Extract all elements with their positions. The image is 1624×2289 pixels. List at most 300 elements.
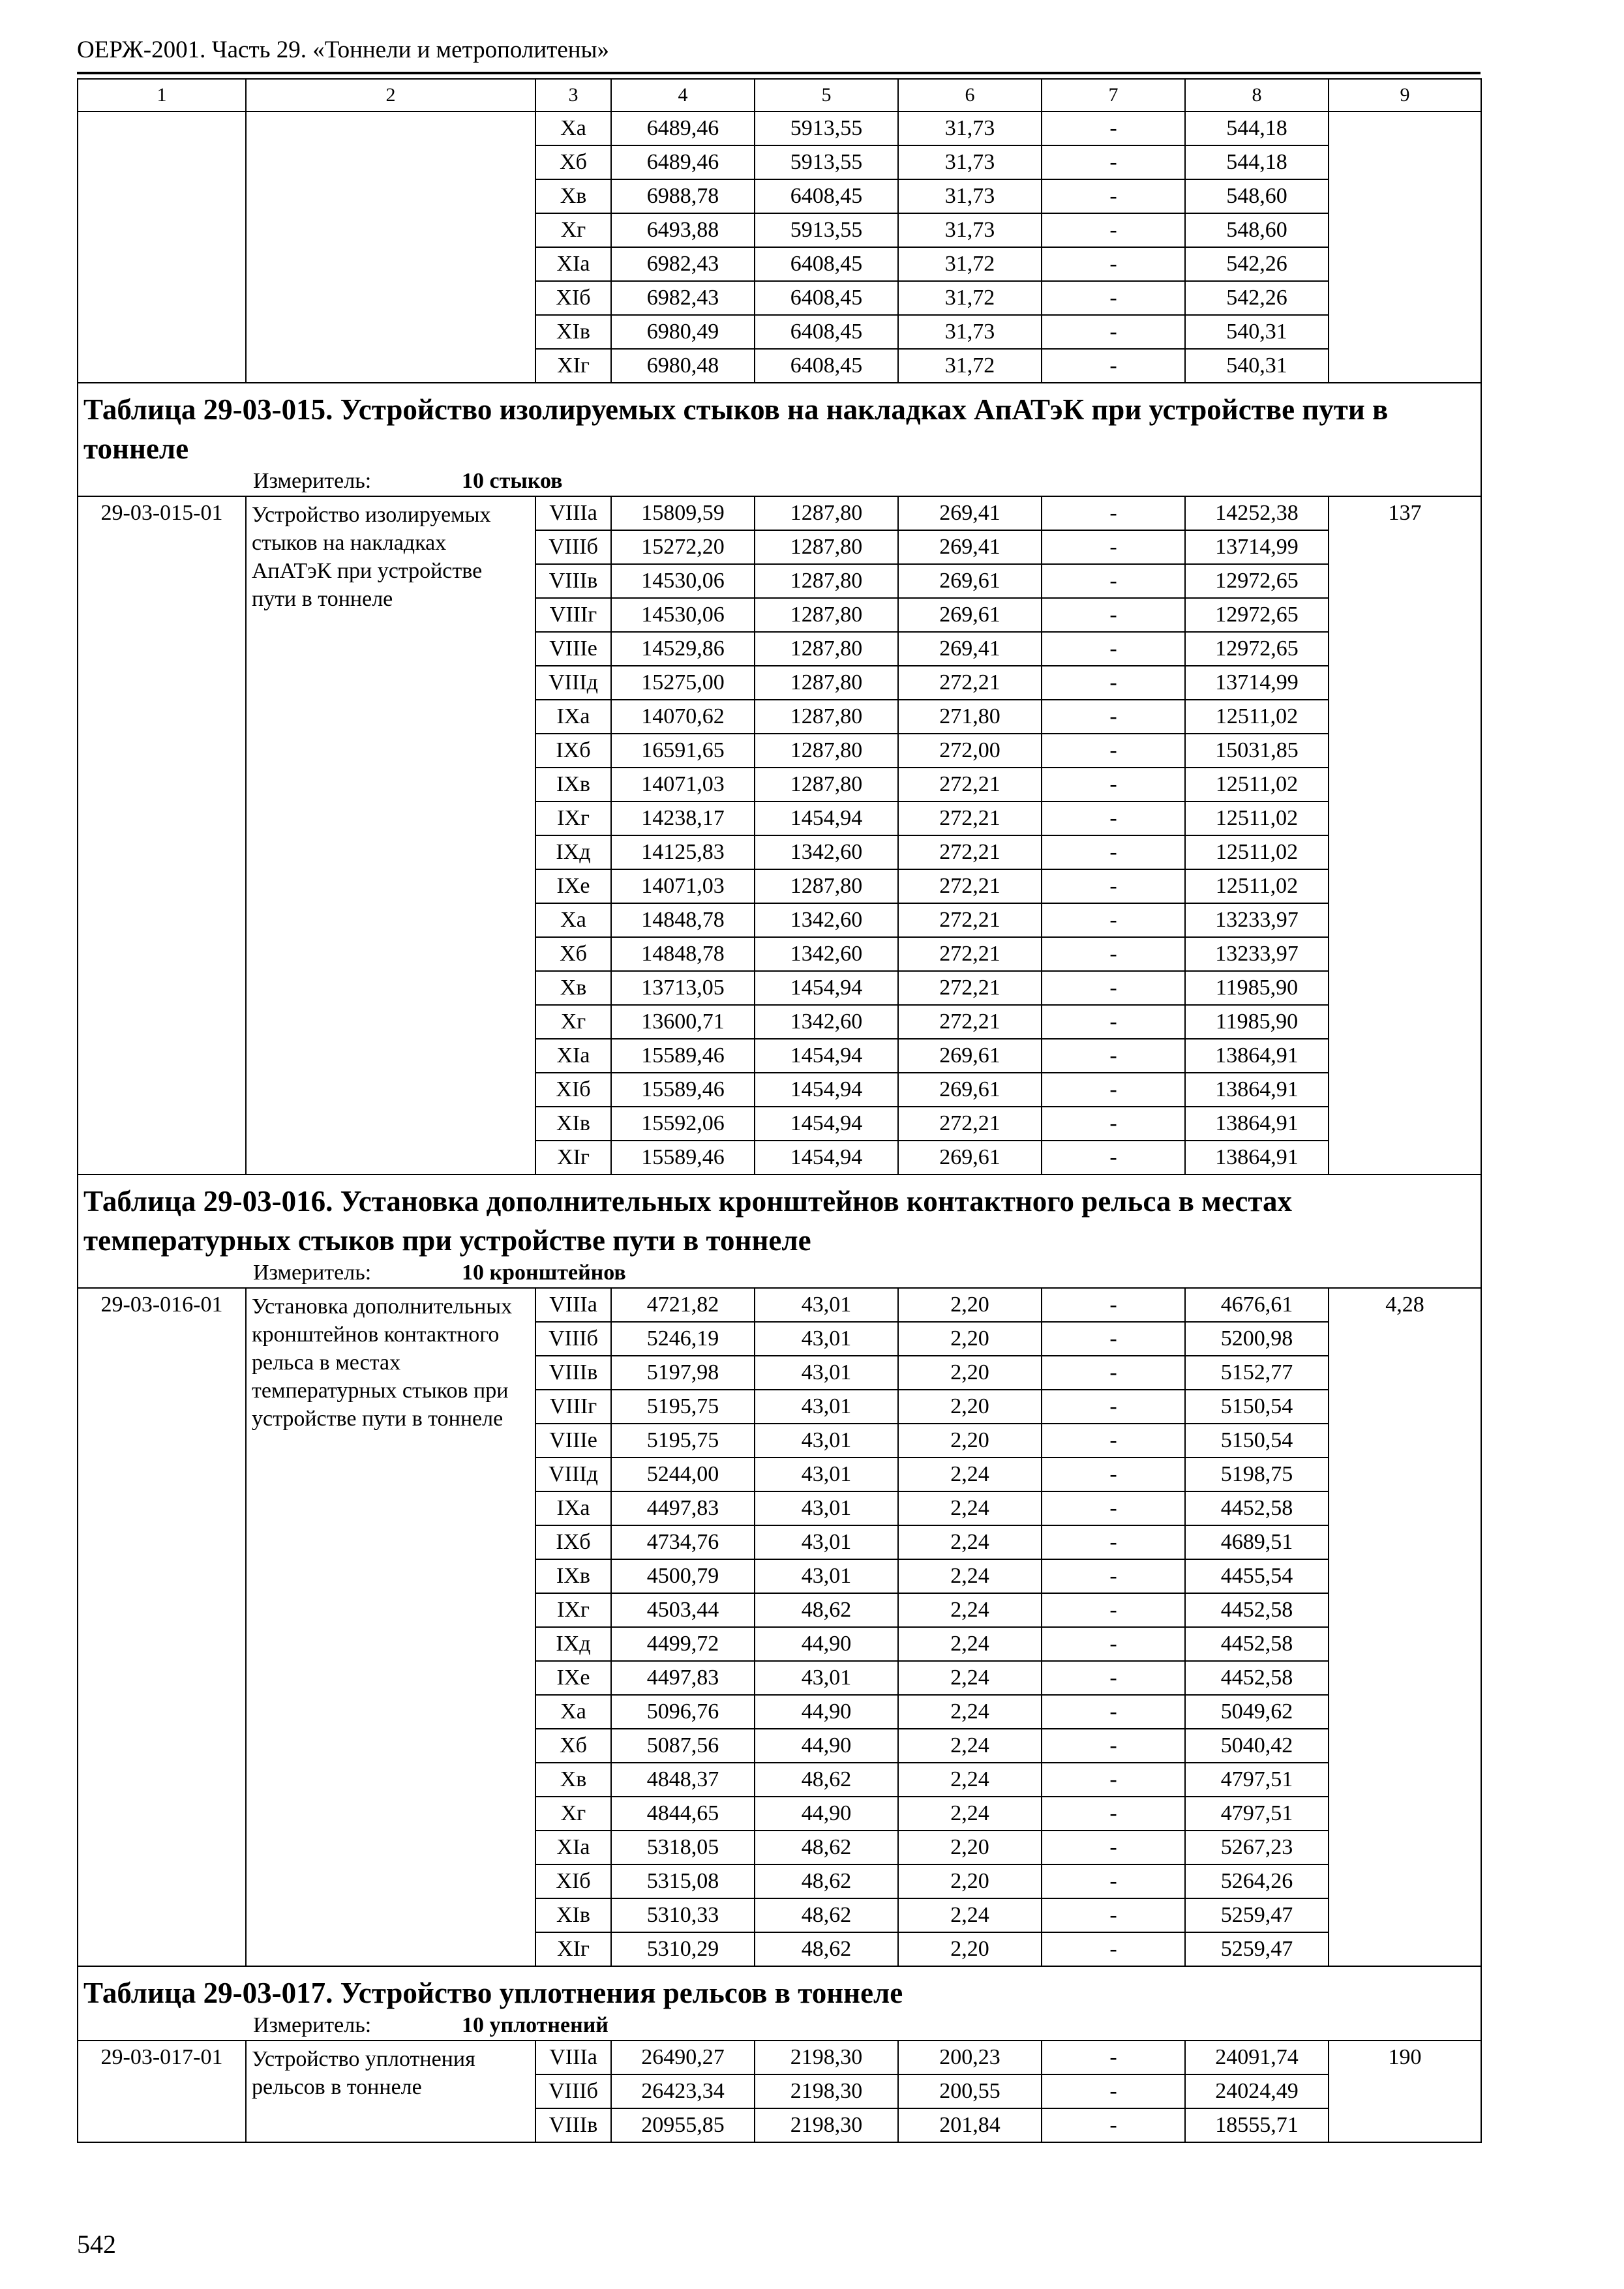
cell-wages: 43,01 <box>755 1491 898 1525</box>
measurement-unit <box>83 2012 1474 2040</box>
cell-wages: 48,62 <box>755 1898 898 1932</box>
description-cell <box>246 112 535 383</box>
cell-machines: 272,21 <box>898 666 1042 700</box>
cell-total: 20955,85 <box>611 2108 755 2142</box>
cell-variant: Ха <box>535 903 611 937</box>
cell-materials: 5150,54 <box>1185 1424 1329 1458</box>
code-cell <box>78 112 246 383</box>
cell-variant: IXб <box>535 1525 611 1559</box>
cell-machines: 31,72 <box>898 281 1042 315</box>
cell-total: 26423,34 <box>611 2074 755 2108</box>
cell-total: 6980,49 <box>611 315 755 349</box>
cell-variant: XIв <box>535 1898 611 1932</box>
cell-drivers-wages: - <box>1042 2074 1185 2108</box>
cell-wages: 5913,55 <box>755 112 898 145</box>
cell-variant: VIIIв <box>535 2108 611 2142</box>
cell-variant: Хв <box>535 971 611 1005</box>
cell-total: 14530,06 <box>611 598 755 632</box>
cell-total: 15592,06 <box>611 1107 755 1141</box>
cell-machines: 31,73 <box>898 179 1042 213</box>
cell-machines: 269,61 <box>898 1141 1042 1174</box>
cell-machines: 2,20 <box>898 1831 1042 1864</box>
cell-wages: 44,90 <box>755 1627 898 1661</box>
cell-materials: 13714,99 <box>1185 530 1329 564</box>
cell-wages: 48,62 <box>755 1831 898 1864</box>
cell-machines: 2,20 <box>898 1390 1042 1424</box>
cell-machines: 269,41 <box>898 632 1042 666</box>
cell-variant: VIIIе <box>535 1424 611 1458</box>
cell-drivers-wages: - <box>1042 700 1185 734</box>
cell-wages: 43,01 <box>755 1525 898 1559</box>
cell-machines: 272,21 <box>898 835 1042 869</box>
cell-machines: 272,21 <box>898 971 1042 1005</box>
cell-materials: 4689,51 <box>1185 1525 1329 1559</box>
cell-wages: 6408,45 <box>755 349 898 383</box>
cell-total: 14070,62 <box>611 700 755 734</box>
cell-total: 13713,05 <box>611 971 755 1005</box>
cell-variant: XIг <box>535 1932 611 1966</box>
cell-machines: 2,24 <box>898 1729 1042 1763</box>
cell-variant: VIIIб <box>535 1322 611 1356</box>
cell-total: 4721,82 <box>611 1288 755 1322</box>
cell-variant: VIIIб <box>535 530 611 564</box>
cell-materials: 544,18 <box>1185 112 1329 145</box>
cell-wages: 1287,80 <box>755 564 898 598</box>
cell-drivers-wages: - <box>1042 1458 1185 1491</box>
cell-drivers-wages: - <box>1042 1831 1185 1864</box>
table-caption-row <box>78 1174 1481 1288</box>
rates-table <box>77 78 1482 2143</box>
cell-total: 5244,00 <box>611 1458 755 1491</box>
cell-drivers-wages: - <box>1042 145 1185 179</box>
table-title: Таблица 29-03-016. Установка дополнительных кронштейнов контактного рельса в местах температурных стыков при устройстве пути в тоннеле <box>83 1185 1292 1257</box>
cell-total: 15589,46 <box>611 1141 755 1174</box>
cell-drivers-wages: - <box>1042 1073 1185 1107</box>
cell-variant: Ха <box>535 112 611 145</box>
cell-total: 4500,79 <box>611 1559 755 1593</box>
cell-machines: 31,72 <box>898 349 1042 383</box>
cell-total: 4497,83 <box>611 1661 755 1695</box>
cell-drivers-wages: - <box>1042 1559 1185 1593</box>
cell-total: 4497,83 <box>611 1491 755 1525</box>
cell-machines: 271,80 <box>898 700 1042 734</box>
cell-materials: 542,26 <box>1185 281 1329 315</box>
table-title: Таблица 29-03-015. Устройство изолируемых стыков на накладках АпАТэК при устройстве пути в тоннеле <box>83 393 1389 465</box>
cell-total: 5197,98 <box>611 1356 755 1390</box>
cell-variant: XIб <box>535 1864 611 1898</box>
cell-total: 6493,88 <box>611 213 755 247</box>
cell-materials: 12511,02 <box>1185 801 1329 835</box>
table-body <box>78 79 1481 2142</box>
cell-machines: 31,73 <box>898 145 1042 179</box>
cell-materials: 18555,71 <box>1185 2108 1329 2142</box>
cell-drivers-wages: - <box>1042 666 1185 700</box>
cell-machines: 200,23 <box>898 2041 1042 2074</box>
cell-total: 15272,20 <box>611 530 755 564</box>
cell-total: 16591,65 <box>611 734 755 768</box>
cell-materials: 5040,42 <box>1185 1729 1329 1763</box>
table-caption <box>78 1966 1481 2041</box>
cell-drivers-wages: - <box>1042 1864 1185 1898</box>
cell-variant: IXд <box>535 1627 611 1661</box>
cell-drivers-wages: - <box>1042 1390 1185 1424</box>
cell-total: 5315,08 <box>611 1864 755 1898</box>
cell-materials: 5259,47 <box>1185 1932 1329 1966</box>
cell-materials: 13233,97 <box>1185 903 1329 937</box>
cell-variant: VIIIa <box>535 1288 611 1322</box>
resource-cell <box>1329 112 1481 383</box>
cell-total: 5246,19 <box>611 1322 755 1356</box>
cell-variant: VIIIе <box>535 632 611 666</box>
table-caption-row <box>78 383 1481 496</box>
cell-materials: 13714,99 <box>1185 666 1329 700</box>
resource-cell: 190 <box>1329 2041 1481 2142</box>
measurement-unit-value: 10 уплотнений <box>462 2013 609 2037</box>
cell-total: 6982,43 <box>611 281 755 315</box>
cell-wages: 2198,30 <box>755 2074 898 2108</box>
cell-machines: 269,61 <box>898 564 1042 598</box>
cell-total: 14125,83 <box>611 835 755 869</box>
cell-wages: 1287,80 <box>755 666 898 700</box>
cell-drivers-wages: - <box>1042 564 1185 598</box>
cell-materials: 4452,58 <box>1185 1491 1329 1525</box>
cell-materials: 5150,54 <box>1185 1390 1329 1424</box>
cell-drivers-wages: - <box>1042 801 1185 835</box>
cell-wages: 6408,45 <box>755 247 898 281</box>
cell-variant: VIIIд <box>535 1458 611 1491</box>
cell-drivers-wages: - <box>1042 247 1185 281</box>
cell-wages: 1287,80 <box>755 768 898 801</box>
cell-materials: 5267,23 <box>1185 1831 1329 1864</box>
cell-drivers-wages: - <box>1042 937 1185 971</box>
code-cell: 29-03-016-01 <box>78 1288 246 1966</box>
measurement-unit <box>83 468 1474 496</box>
cell-drivers-wages: - <box>1042 1039 1185 1073</box>
cell-total: 14848,78 <box>611 937 755 971</box>
column-number: 4 <box>611 79 755 112</box>
cell-wages: 44,90 <box>755 1797 898 1831</box>
column-number: 1 <box>78 79 246 112</box>
column-number: 8 <box>1185 79 1329 112</box>
cell-variant: Хб <box>535 145 611 179</box>
code-cell: 29-03-017-01 <box>78 2041 246 2142</box>
cell-wages: 2198,30 <box>755 2041 898 2074</box>
header-rule <box>77 72 1481 74</box>
cell-variant: XIг <box>535 349 611 383</box>
cell-materials: 13233,97 <box>1185 937 1329 971</box>
cell-total: 6489,46 <box>611 145 755 179</box>
column-number: 2 <box>246 79 535 112</box>
cell-variant: XIa <box>535 247 611 281</box>
cell-variant: XIa <box>535 1831 611 1864</box>
cell-wages: 1287,80 <box>755 869 898 903</box>
cell-materials: 5259,47 <box>1185 1898 1329 1932</box>
cell-wages: 1342,60 <box>755 1005 898 1039</box>
cell-machines: 2,24 <box>898 1763 1042 1797</box>
cell-drivers-wages: - <box>1042 213 1185 247</box>
cell-machines: 269,41 <box>898 496 1042 530</box>
cell-drivers-wages: - <box>1042 1107 1185 1141</box>
cell-machines: 272,21 <box>898 1107 1042 1141</box>
cell-drivers-wages: - <box>1042 1141 1185 1174</box>
cell-total: 6980,48 <box>611 349 755 383</box>
cell-wages: 1287,80 <box>755 700 898 734</box>
cell-materials: 540,31 <box>1185 315 1329 349</box>
cell-variant: Хг <box>535 1005 611 1039</box>
cell-variant: XIa <box>535 1039 611 1073</box>
cell-machines: 272,21 <box>898 869 1042 903</box>
cell-materials: 12511,02 <box>1185 768 1329 801</box>
cell-wages: 1287,80 <box>755 598 898 632</box>
table-title: Таблица 29-03-017. Устройство уплотнения рельсов в тоннеле <box>83 1977 903 2009</box>
cell-variant: Ха <box>535 1695 611 1729</box>
cell-materials: 13864,91 <box>1185 1073 1329 1107</box>
cell-materials: 548,60 <box>1185 213 1329 247</box>
column-number: 6 <box>898 79 1042 112</box>
cell-machines: 200,55 <box>898 2074 1042 2108</box>
cell-materials: 13864,91 <box>1185 1107 1329 1141</box>
cell-wages: 6408,45 <box>755 315 898 349</box>
cell-wages: 43,01 <box>755 1322 898 1356</box>
cell-total: 5087,56 <box>611 1729 755 1763</box>
cell-materials: 24024,49 <box>1185 2074 1329 2108</box>
cell-drivers-wages: - <box>1042 1661 1185 1695</box>
cell-materials: 548,60 <box>1185 179 1329 213</box>
cell-variant: XIв <box>535 315 611 349</box>
cell-wages: 1454,94 <box>755 1107 898 1141</box>
cell-total: 14071,03 <box>611 768 755 801</box>
cell-drivers-wages: - <box>1042 971 1185 1005</box>
cell-materials: 540,31 <box>1185 349 1329 383</box>
cell-wages: 1287,80 <box>755 496 898 530</box>
cell-total: 4499,72 <box>611 1627 755 1661</box>
cell-total: 5318,05 <box>611 1831 755 1864</box>
cell-total: 4503,44 <box>611 1593 755 1627</box>
cell-machines: 31,73 <box>898 315 1042 349</box>
column-number: 9 <box>1329 79 1481 112</box>
cell-machines: 269,41 <box>898 530 1042 564</box>
table-caption-row <box>78 1966 1481 2041</box>
cell-wages: 43,01 <box>755 1390 898 1424</box>
resource-cell: 4,28 <box>1329 1288 1481 1966</box>
measurement-unit <box>83 1260 1474 1287</box>
cell-total: 14071,03 <box>611 869 755 903</box>
cell-materials: 14252,38 <box>1185 496 1329 530</box>
cell-total: 4844,65 <box>611 1797 755 1831</box>
cell-variant: IXд <box>535 835 611 869</box>
cell-total: 5195,75 <box>611 1390 755 1424</box>
table-row <box>78 496 1481 530</box>
cell-variant: IXе <box>535 869 611 903</box>
cell-materials: 12972,65 <box>1185 632 1329 666</box>
cell-variant: VIIIд <box>535 666 611 700</box>
cell-machines: 272,00 <box>898 734 1042 768</box>
cell-wages: 1342,60 <box>755 937 898 971</box>
cell-machines: 2,20 <box>898 1356 1042 1390</box>
cell-machines: 272,21 <box>898 801 1042 835</box>
measurement-unit-label: Измеритель: <box>253 469 372 493</box>
cell-total: 6982,43 <box>611 247 755 281</box>
cell-wages: 1342,60 <box>755 903 898 937</box>
cell-variant: IXв <box>535 768 611 801</box>
cell-materials: 544,18 <box>1185 145 1329 179</box>
cell-drivers-wages: - <box>1042 496 1185 530</box>
cell-drivers-wages: - <box>1042 1288 1185 1322</box>
cell-variant: IXе <box>535 1661 611 1695</box>
cell-variant: IXa <box>535 700 611 734</box>
cell-drivers-wages: - <box>1042 112 1185 145</box>
measurement-unit-value: 10 кронштейнов <box>462 1261 626 1285</box>
cell-variant: IXг <box>535 1593 611 1627</box>
measurement-unit-value: 10 стыков <box>462 469 563 493</box>
cell-machines: 2,24 <box>898 1627 1042 1661</box>
cell-machines: 272,21 <box>898 937 1042 971</box>
cell-wages: 43,01 <box>755 1424 898 1458</box>
cell-wages: 2198,30 <box>755 2108 898 2142</box>
cell-wages: 1287,80 <box>755 632 898 666</box>
cell-variant: XIб <box>535 281 611 315</box>
cell-wages: 6408,45 <box>755 281 898 315</box>
cell-machines: 272,21 <box>898 903 1042 937</box>
cell-variant: Хв <box>535 1763 611 1797</box>
cell-variant: VIIIa <box>535 496 611 530</box>
cell-materials: 12511,02 <box>1185 700 1329 734</box>
cell-materials: 12511,02 <box>1185 835 1329 869</box>
description-cell: Устройство изолируемых стыков на накладках АпАТэК при устройстве пути в тоннеле <box>246 496 535 1174</box>
cell-variant: IXв <box>535 1559 611 1593</box>
cell-machines: 269,61 <box>898 598 1042 632</box>
cell-machines: 31,73 <box>898 112 1042 145</box>
cell-materials: 4452,58 <box>1185 1661 1329 1695</box>
cell-wages: 48,62 <box>755 1593 898 1627</box>
cell-wages: 1454,94 <box>755 801 898 835</box>
column-number-row <box>78 79 1481 112</box>
table-caption <box>78 383 1481 496</box>
cell-variant: IXa <box>535 1491 611 1525</box>
cell-drivers-wages: - <box>1042 903 1185 937</box>
cell-materials: 15031,85 <box>1185 734 1329 768</box>
cell-machines: 2,24 <box>898 1458 1042 1491</box>
cell-variant: Хб <box>535 937 611 971</box>
cell-materials: 24091,74 <box>1185 2041 1329 2074</box>
cell-wages: 1287,80 <box>755 734 898 768</box>
cell-wages: 1454,94 <box>755 1141 898 1174</box>
cell-variant: XIг <box>535 1141 611 1174</box>
cell-wages: 43,01 <box>755 1288 898 1322</box>
cell-drivers-wages: - <box>1042 1797 1185 1831</box>
cell-materials: 12972,65 <box>1185 564 1329 598</box>
cell-machines: 272,21 <box>898 768 1042 801</box>
cell-wages: 43,01 <box>755 1458 898 1491</box>
cell-drivers-wages: - <box>1042 315 1185 349</box>
cell-wages: 43,01 <box>755 1559 898 1593</box>
cell-variant: Хг <box>535 213 611 247</box>
cell-variant: Хб <box>535 1729 611 1763</box>
cell-materials: 12972,65 <box>1185 598 1329 632</box>
cell-materials: 4797,51 <box>1185 1797 1329 1831</box>
measurement-unit-label: Измеритель: <box>253 2013 372 2037</box>
cell-wages: 44,90 <box>755 1695 898 1729</box>
cell-total: 4848,37 <box>611 1763 755 1797</box>
cell-variant: VIIIa <box>535 2041 611 2074</box>
cell-drivers-wages: - <box>1042 281 1185 315</box>
cell-machines: 2,20 <box>898 1424 1042 1458</box>
cell-machines: 2,20 <box>898 1322 1042 1356</box>
cell-machines: 2,20 <box>898 1932 1042 1966</box>
cell-materials: 5198,75 <box>1185 1458 1329 1491</box>
cell-drivers-wages: - <box>1042 768 1185 801</box>
description-cell: Установка дополнительных кронштейнов контактного рельса в местах температурных стыков при устройстве пути в тоннеле <box>246 1288 535 1966</box>
cell-variant: VIIIв <box>535 564 611 598</box>
cell-total: 14238,17 <box>611 801 755 835</box>
cell-materials: 11985,90 <box>1185 971 1329 1005</box>
cell-drivers-wages: - <box>1042 1525 1185 1559</box>
cell-wages: 5913,55 <box>755 213 898 247</box>
cell-variant: Хг <box>535 1797 611 1831</box>
cell-total: 14529,86 <box>611 632 755 666</box>
cell-drivers-wages: - <box>1042 349 1185 383</box>
cell-total: 5096,76 <box>611 1695 755 1729</box>
cell-total: 15589,46 <box>611 1073 755 1107</box>
column-number: 5 <box>755 79 898 112</box>
cell-machines: 272,21 <box>898 1005 1042 1039</box>
cell-variant: Хв <box>535 179 611 213</box>
cell-wages: 6408,45 <box>755 179 898 213</box>
cell-wages: 48,62 <box>755 1864 898 1898</box>
cell-wages: 1454,94 <box>755 1073 898 1107</box>
table-caption <box>78 1174 1481 1288</box>
cell-variant: VIIIг <box>535 1390 611 1424</box>
page-number: 542 <box>77 2230 116 2259</box>
column-number: 7 <box>1042 79 1185 112</box>
cell-machines: 2,24 <box>898 1559 1042 1593</box>
cell-drivers-wages: - <box>1042 835 1185 869</box>
cell-variant: IXг <box>535 801 611 835</box>
cell-machines: 2,24 <box>898 1797 1042 1831</box>
cell-wages: 48,62 <box>755 1932 898 1966</box>
cell-drivers-wages: - <box>1042 2108 1185 2142</box>
column-number: 3 <box>535 79 611 112</box>
cell-materials: 11985,90 <box>1185 1005 1329 1039</box>
cell-machines: 201,84 <box>898 2108 1042 2142</box>
cell-wages: 1454,94 <box>755 971 898 1005</box>
cell-machines: 2,24 <box>898 1593 1042 1627</box>
cell-wages: 48,62 <box>755 1763 898 1797</box>
cell-drivers-wages: - <box>1042 632 1185 666</box>
cell-materials: 4455,54 <box>1185 1559 1329 1593</box>
cell-wages: 5913,55 <box>755 145 898 179</box>
cell-wages: 44,90 <box>755 1729 898 1763</box>
cell-drivers-wages: - <box>1042 1593 1185 1627</box>
cell-drivers-wages: - <box>1042 1322 1185 1356</box>
cell-wages: 1454,94 <box>755 1039 898 1073</box>
cell-wages: 1287,80 <box>755 530 898 564</box>
measurement-unit-label: Измеритель: <box>253 1261 372 1285</box>
cell-materials: 4452,58 <box>1185 1593 1329 1627</box>
cell-wages: 1342,60 <box>755 835 898 869</box>
cell-drivers-wages: - <box>1042 869 1185 903</box>
cell-drivers-wages: - <box>1042 1356 1185 1390</box>
cell-materials: 5152,77 <box>1185 1356 1329 1390</box>
cell-materials: 542,26 <box>1185 247 1329 281</box>
cell-total: 26490,27 <box>611 2041 755 2074</box>
cell-variant: VIIIв <box>535 1356 611 1390</box>
cell-machines: 269,61 <box>898 1039 1042 1073</box>
resource-cell: 137 <box>1329 496 1481 1174</box>
cell-materials: 5264,26 <box>1185 1864 1329 1898</box>
cell-drivers-wages: - <box>1042 598 1185 632</box>
table-row <box>78 1288 1481 1322</box>
